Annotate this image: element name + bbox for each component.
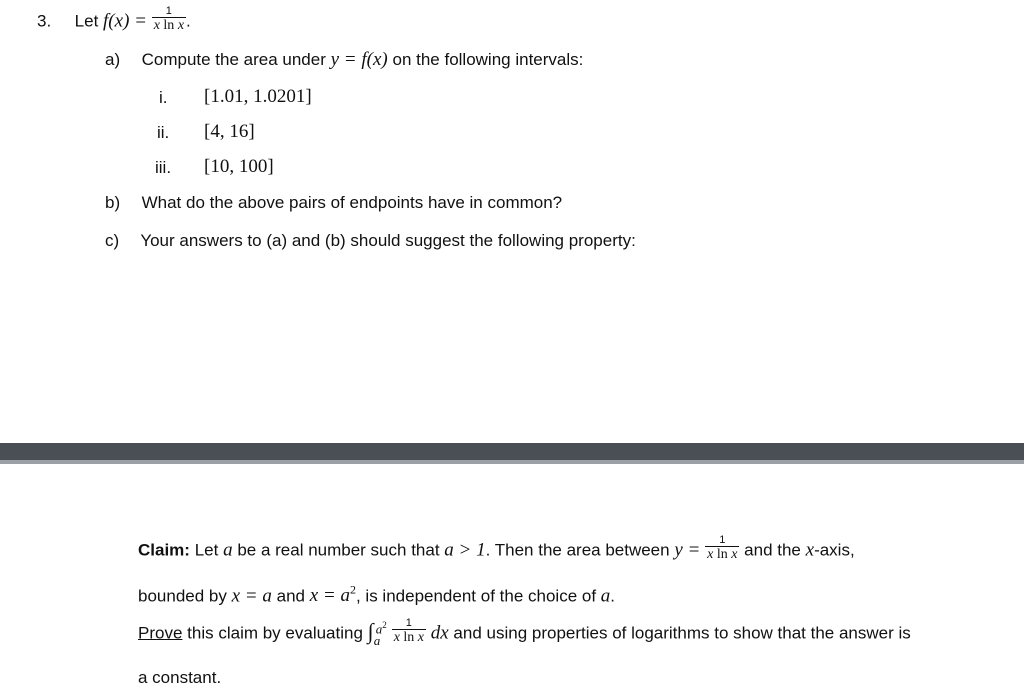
claim-label: Claim:: [138, 540, 190, 560]
part-c: [105, 231, 636, 251]
claim-line-1: Claim: Let a be a real number such that a > 1. Then the area between y = $\frac{1}{\text{x ln x}}$ and the x-axis,: [138, 534, 855, 562]
interval-label-iii: iii.: [155, 158, 172, 177]
problem-number: 3.: [37, 11, 52, 31]
part-b: [105, 193, 562, 213]
part-a-math: y = f(x): [330, 49, 388, 70]
prove-line-2: a constant.: [138, 668, 222, 687]
part-b-label: b): [105, 193, 121, 212]
divider-bar: [0, 443, 1024, 460]
part-a-text-before: Compute the area under: [141, 50, 326, 69]
interval-value-i: [1.01, 1.0201]: [204, 86, 312, 107]
part-c-label: c): [105, 231, 120, 250]
part-a-text-after: on the following intervals:: [392, 50, 584, 69]
f-lhs: f(x) =: [103, 10, 147, 32]
part-a: [105, 50, 583, 70]
prove-line: Prove this claim by evaluating ∫ $a^2$ a $\frac{1}{\text{x ln x}}$ dx and using properties of logarithms to show that the answer is: [138, 617, 911, 651]
integrand-fraction: $\frac{1}{\text{x ln x}}$: [393, 617, 425, 645]
interval-value-ii: [4, 16]: [204, 121, 255, 142]
divider-bar-shadow: [0, 460, 1024, 464]
problem-header: 3. Let f(x) = $\frac{1}{\text{x ln x}}$ .: [37, 5, 191, 33]
interval-label-i: i.: [159, 88, 168, 107]
claim-condition: a > 1: [444, 539, 486, 561]
integral-sign: ∫: [367, 618, 374, 644]
part-a-label: a): [105, 50, 121, 69]
claim-line-2: bounded by x = a and $x = a^2$, is independent of the choice of a.: [138, 583, 616, 607]
part-b-text: What do the above pairs of endpoints have in common?: [141, 193, 563, 212]
claim-fraction: $\frac{1}{\text{x ln x}}$: [707, 534, 738, 562]
integral-limits: $a^2$ a: [373, 620, 387, 648]
prove-word: Prove: [138, 623, 183, 643]
f-fraction: $\frac{1}{\text{x ln x}}$: [153, 5, 185, 33]
part-c-text: Your answers to (a) and (b) should suggest the following property:: [140, 231, 636, 250]
interval-value-iii: [10, 100]: [204, 156, 274, 177]
let-word: Let: [74, 11, 99, 31]
interval-label-ii: ii.: [157, 123, 170, 142]
